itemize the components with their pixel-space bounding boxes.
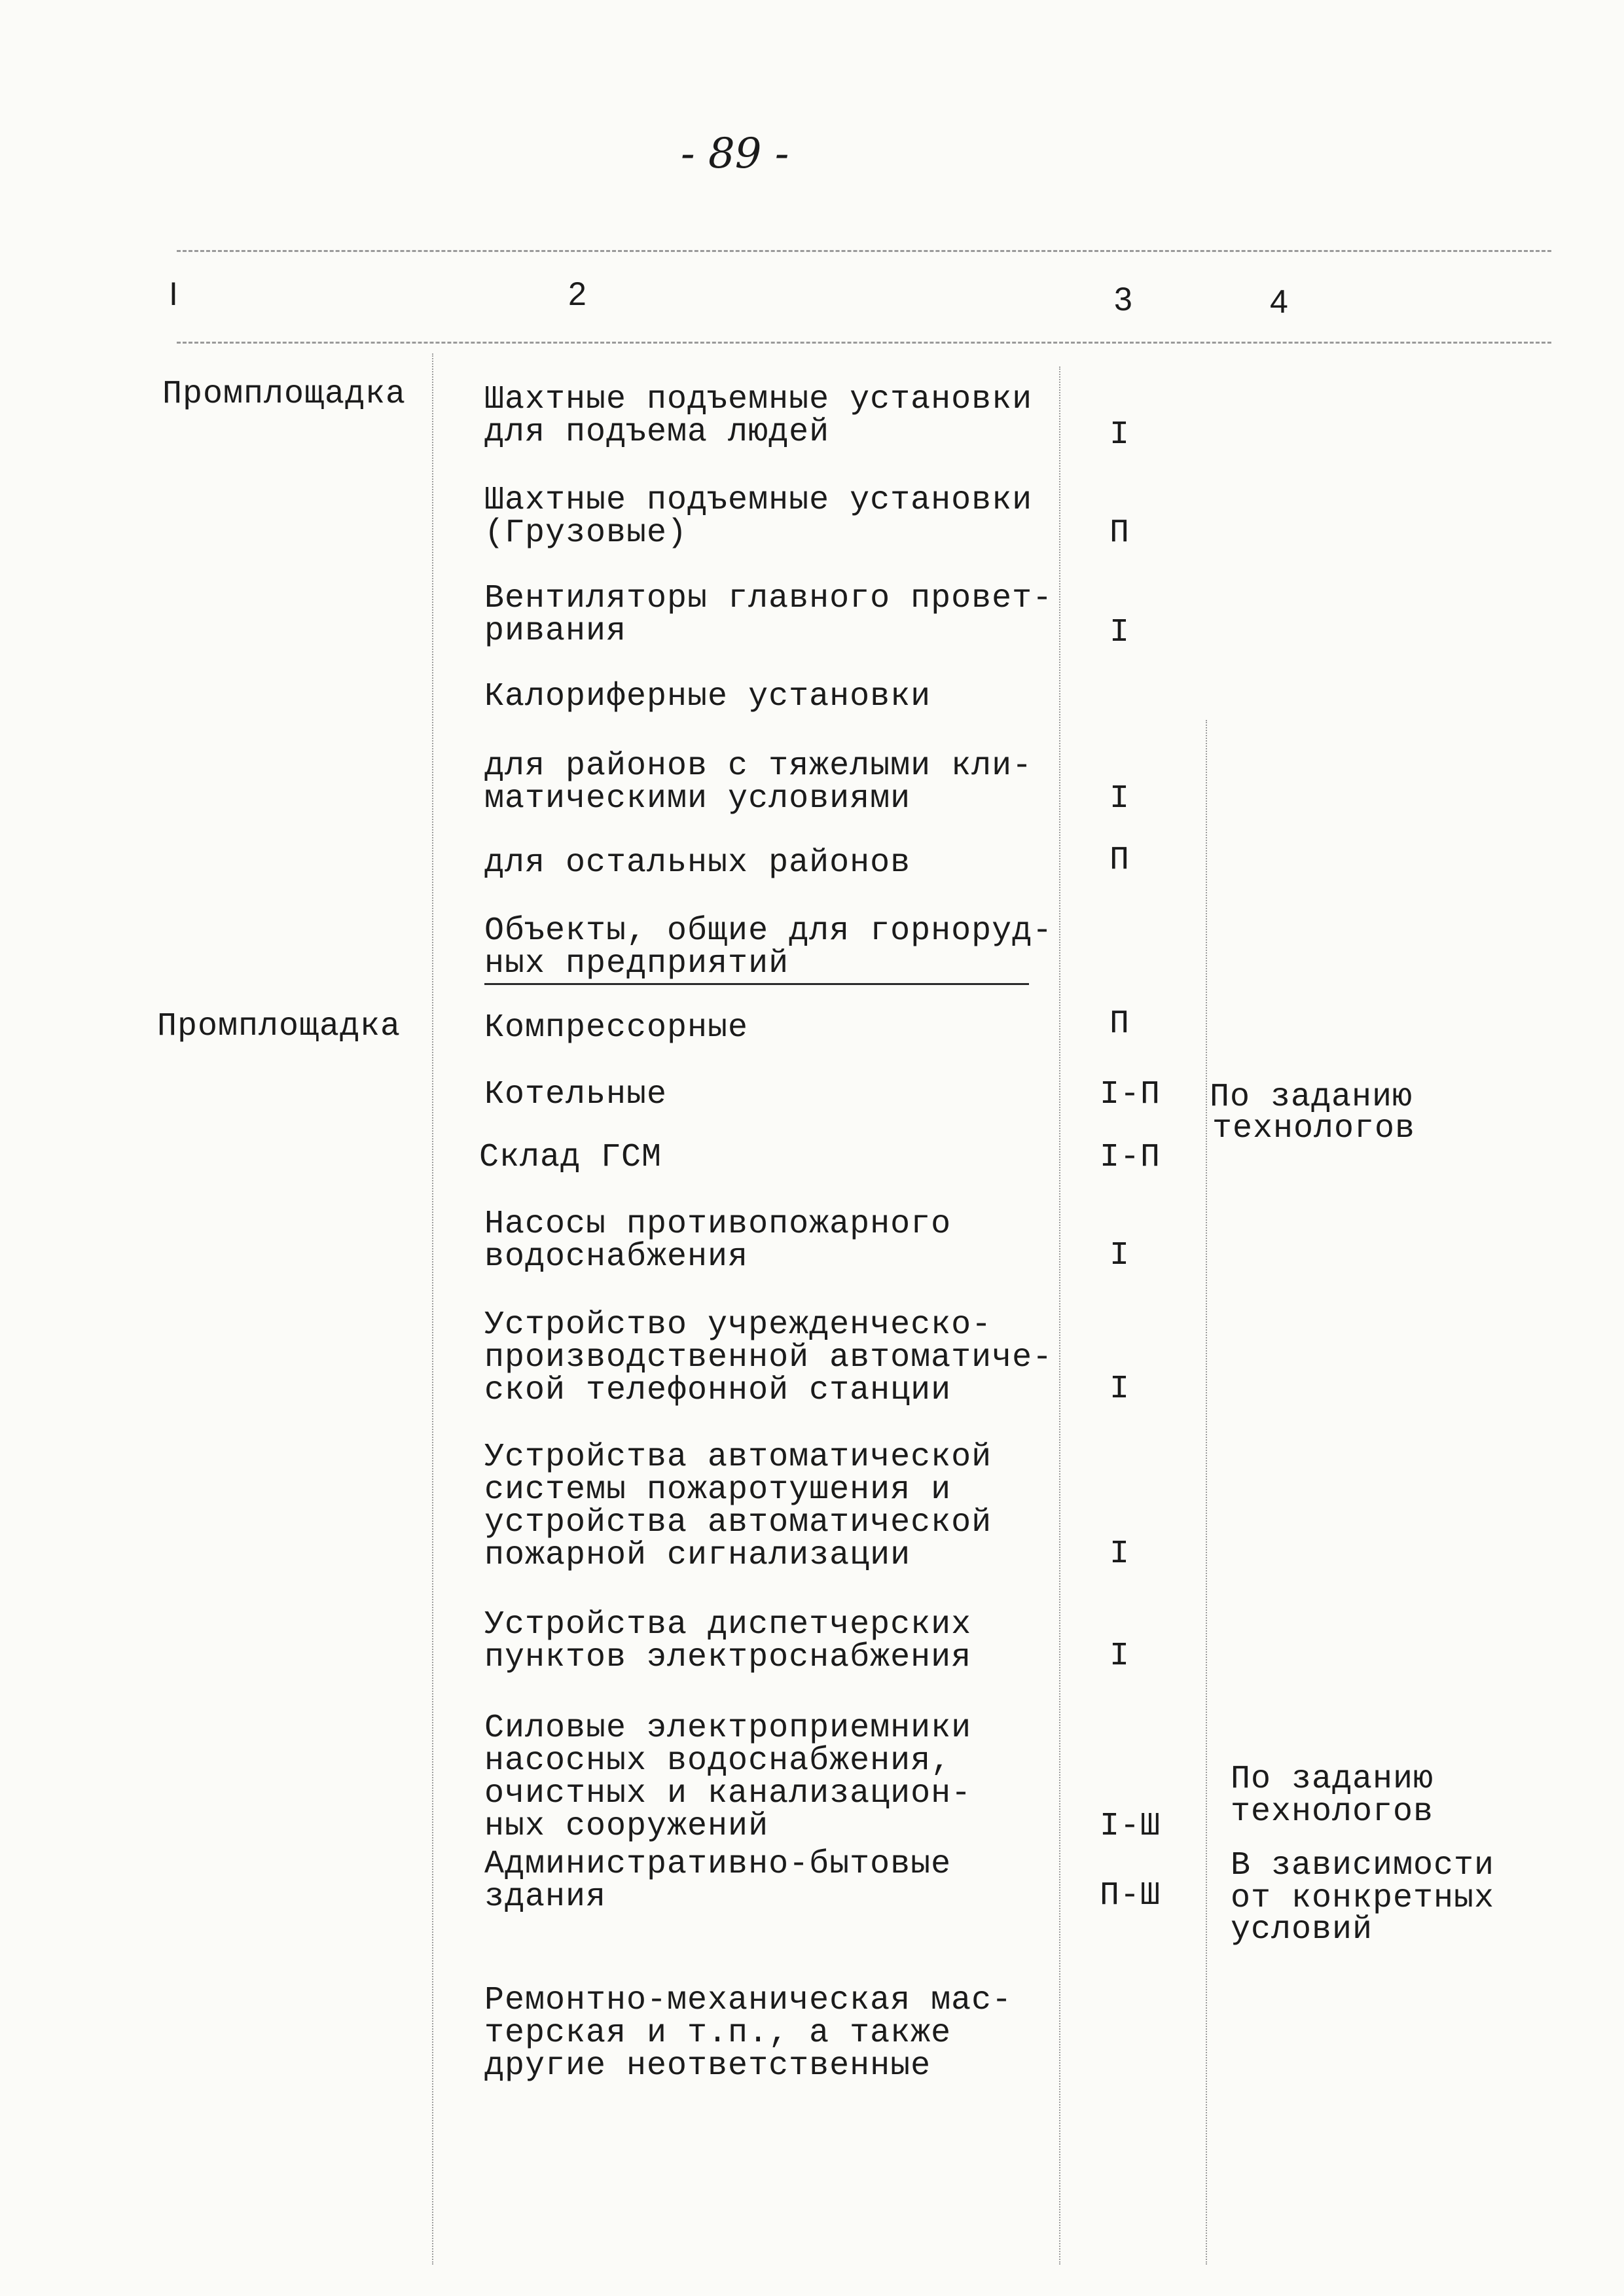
row-2-col2-line2: (Грузовые) — [484, 514, 688, 552]
row-12-col2-line3: ской телефонной станции — [484, 1372, 952, 1409]
row-16-col2-line1: Административно-бытовые — [484, 1846, 952, 1883]
row-4-col2-line1: Калориферные установки — [484, 678, 931, 715]
row-10-col2-line1: Склад ГСМ — [479, 1139, 662, 1176]
row-14-col2-line1: Устройства диспетчерских — [484, 1606, 972, 1643]
row-14-col2-line2: пунктов электроснабжения — [484, 1639, 972, 1676]
row-8-col3: П — [1110, 1005, 1130, 1043]
row-16-col2-line2: здания — [484, 1878, 607, 1916]
row-5-col2-line2: матическими условиями — [484, 780, 911, 817]
row-9-col4-line2: технологов — [1212, 1110, 1416, 1147]
header-col-2: 2 — [568, 276, 586, 312]
row-16-col4-line3: условий — [1231, 1911, 1373, 1948]
row-11-col2-line2: водоснабжения — [484, 1238, 749, 1276]
row-13-col2-line1: Устройства автоматической — [484, 1439, 992, 1476]
row-12-col2-line1: Устройство учрежденческо- — [484, 1306, 992, 1344]
row-1-col1: Промплощадка — [162, 376, 406, 413]
row-12-col3: I — [1110, 1371, 1130, 1408]
column-separator-1 — [432, 353, 433, 2265]
row-15-col2-line2: насосных водоснабжения, — [484, 1742, 952, 1780]
row-2-col3: П — [1110, 514, 1130, 552]
row-12-col2-line2: производственной автоматиче- — [484, 1339, 1053, 1376]
row-6-col3: П — [1110, 842, 1130, 879]
row-7-col2-line1: Объекты, общие для горноруд- — [484, 912, 1053, 950]
row-13-col2-line3: устройства автоматической — [484, 1504, 992, 1541]
row-13-col3: I — [1110, 1535, 1130, 1573]
row-16-col3: П-Ш — [1100, 1877, 1161, 1914]
row-17-col2-line1: Ремонтно-механическая мас- — [484, 1982, 1013, 2019]
row-6-col2-line1: для остальных районов — [484, 844, 911, 882]
header-top-rule — [177, 250, 1551, 252]
row-2-col2-line1: Шахтные подъемные установки — [484, 482, 1033, 519]
row-15-col2-line4: ных сооружений — [484, 1808, 769, 1845]
header-col-1: I — [169, 276, 178, 312]
row-5-col2-line1: для районов с тяжелыми кли- — [484, 747, 1033, 785]
row-15-col2-line3: очистных и канализацион- — [484, 1775, 972, 1812]
row-15-col4-line2: технологов — [1231, 1793, 1434, 1831]
row-15-col4-line1: По заданию — [1231, 1761, 1434, 1798]
header-bottom-rule — [177, 342, 1551, 344]
row-1-col2-line1: Шахтные подъемные установки — [484, 381, 1033, 418]
row-13-col2-line2: системы пожаротушения и — [484, 1471, 952, 1509]
row-13-col2-line4: пожарной сигнализации — [484, 1537, 911, 1574]
column-separator-2 — [1059, 367, 1060, 2265]
row-9-col4-line1: По заданию — [1210, 1079, 1413, 1116]
header-col-3: 3 — [1114, 281, 1132, 317]
row-8-col2-line1: Компрессорные — [484, 1009, 749, 1047]
row-8-col1: Промплощадка — [157, 1008, 401, 1045]
row-17-col2-line2: терская и т.п., а также — [484, 2015, 952, 2052]
column-separator-3 — [1206, 720, 1207, 2265]
row-3-col2-line2: ривания — [484, 613, 627, 650]
row-17-col2-line3: другие неответственные — [484, 2047, 931, 2085]
row-14-col3: I — [1110, 1638, 1130, 1675]
row-11-col2-line1: Насосы противопожарного — [484, 1206, 952, 1243]
row-10-col3: I-П — [1100, 1139, 1161, 1176]
row-3-col3: I — [1110, 614, 1130, 651]
row-3-col2-line1: Вентиляторы главного провет- — [484, 580, 1053, 617]
row-9-col2-line1: Котельные — [484, 1076, 668, 1113]
row-7-col2-line2: ных предприятий — [484, 945, 789, 982]
section-underline — [484, 983, 1029, 985]
row-15-col3: I-Ш — [1100, 1808, 1161, 1845]
row-16-col4-line2: от конкретных — [1231, 1880, 1495, 1917]
page-number: - 89 - — [681, 130, 789, 178]
row-1-col3: I — [1110, 416, 1130, 454]
row-9-col3: I-П — [1100, 1076, 1161, 1113]
row-15-col2-line1: Силовые электроприемники — [484, 1710, 972, 1747]
header-col-4: 4 — [1270, 283, 1288, 320]
row-16-col4-line1: В зависимости — [1231, 1847, 1495, 1884]
row-1-col2-line2: для подъема людей — [484, 414, 830, 451]
row-5-col3: I — [1110, 780, 1130, 817]
row-11-col3: I — [1110, 1237, 1130, 1274]
